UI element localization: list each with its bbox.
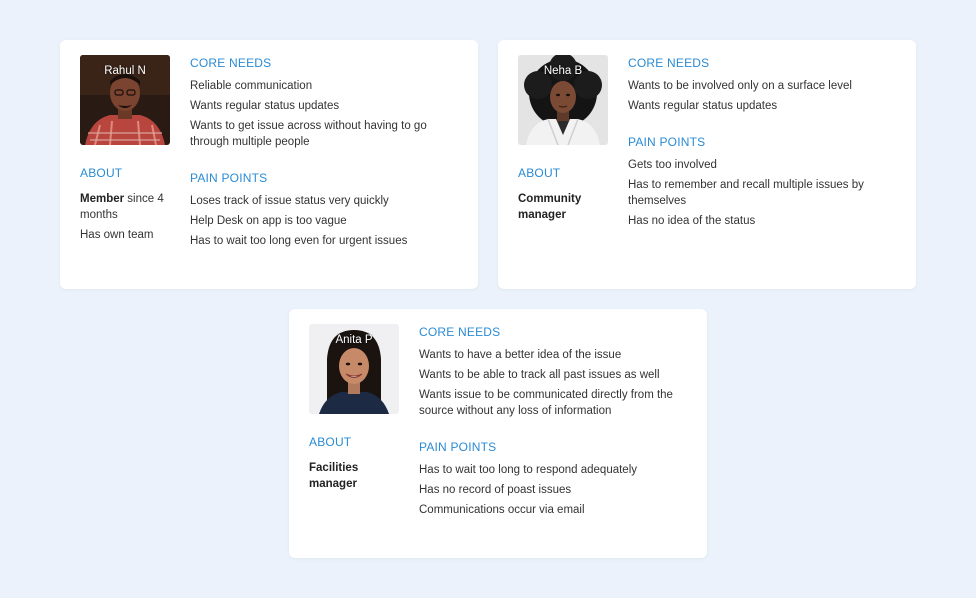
core-needs-heading: CORE NEEDS	[190, 56, 272, 70]
core-need-item: Reliable communication	[190, 80, 313, 92]
persona-name: Anita P	[335, 334, 373, 346]
pain-points-heading: PAIN POINTS	[190, 171, 268, 185]
about-role-bold: Member	[80, 193, 125, 205]
core-need-item: Wants issue to be communicated directly from the source without any loss of information	[419, 389, 673, 417]
persona-name: Neha B	[543, 65, 583, 77]
pain-point-item: Has to remember and recall multiple issues by themselves	[628, 179, 864, 207]
avatar	[309, 324, 399, 414]
about-role-bold: Community manager	[518, 193, 582, 221]
pain-point-item: Communications occur via email	[419, 504, 585, 516]
core-need-item: Wants to have a better idea of the issue	[419, 349, 622, 361]
persona-details	[628, 55, 898, 233]
core-needs-heading: CORE NEEDS	[419, 325, 501, 339]
pain-point-item: Loses track of issue status very quickly	[190, 195, 389, 207]
persona-details	[419, 324, 689, 522]
avatar	[80, 55, 170, 145]
persona-card-neha	[498, 40, 916, 289]
persona-name: Rahul N	[104, 65, 146, 77]
pain-points-heading: PAIN POINTS	[628, 135, 706, 149]
persona-card-anita	[289, 309, 707, 558]
persona-details	[190, 55, 460, 253]
about-heading: ABOUT	[80, 166, 123, 180]
about-role-rest: since 4 months	[80, 193, 164, 221]
about-heading: ABOUT	[309, 435, 352, 449]
about-role	[309, 460, 401, 492]
about-role-bold: Facilities manager	[309, 462, 359, 490]
pain-point-item: Help Desk on app is too vague	[190, 215, 347, 227]
core-need-item: Wants to get issue across without having to go through multiple people	[190, 120, 427, 148]
avatar	[518, 55, 608, 145]
about-role	[518, 191, 610, 223]
persona-card-rahul	[60, 40, 478, 289]
core-need-item: Wants to be involved only on a surface level	[628, 80, 852, 92]
core-need-item: Wants regular status updates	[628, 100, 778, 112]
about-heading: ABOUT	[518, 166, 561, 180]
about-role	[80, 191, 172, 223]
pain-point-item: Has no record of poast issues	[419, 484, 572, 496]
core-need-item: Wants to be able to track all past issues as well	[419, 369, 660, 381]
core-needs-heading: CORE NEEDS	[628, 56, 710, 70]
pain-points-heading: PAIN POINTS	[419, 440, 497, 454]
pain-point-item: Gets too involved	[628, 159, 717, 171]
about-extra: Has own team	[80, 229, 154, 241]
persona-profile	[309, 324, 401, 496]
pain-point-item: Has to wait too long even for urgent issues	[190, 235, 408, 247]
persona-profile	[80, 55, 172, 247]
pain-point-item: Has no idea of the status	[628, 215, 756, 227]
persona-profile	[518, 55, 610, 227]
pain-point-item: Has to wait too long to respond adequately	[419, 464, 638, 476]
core-need-item: Wants regular status updates	[190, 100, 340, 112]
